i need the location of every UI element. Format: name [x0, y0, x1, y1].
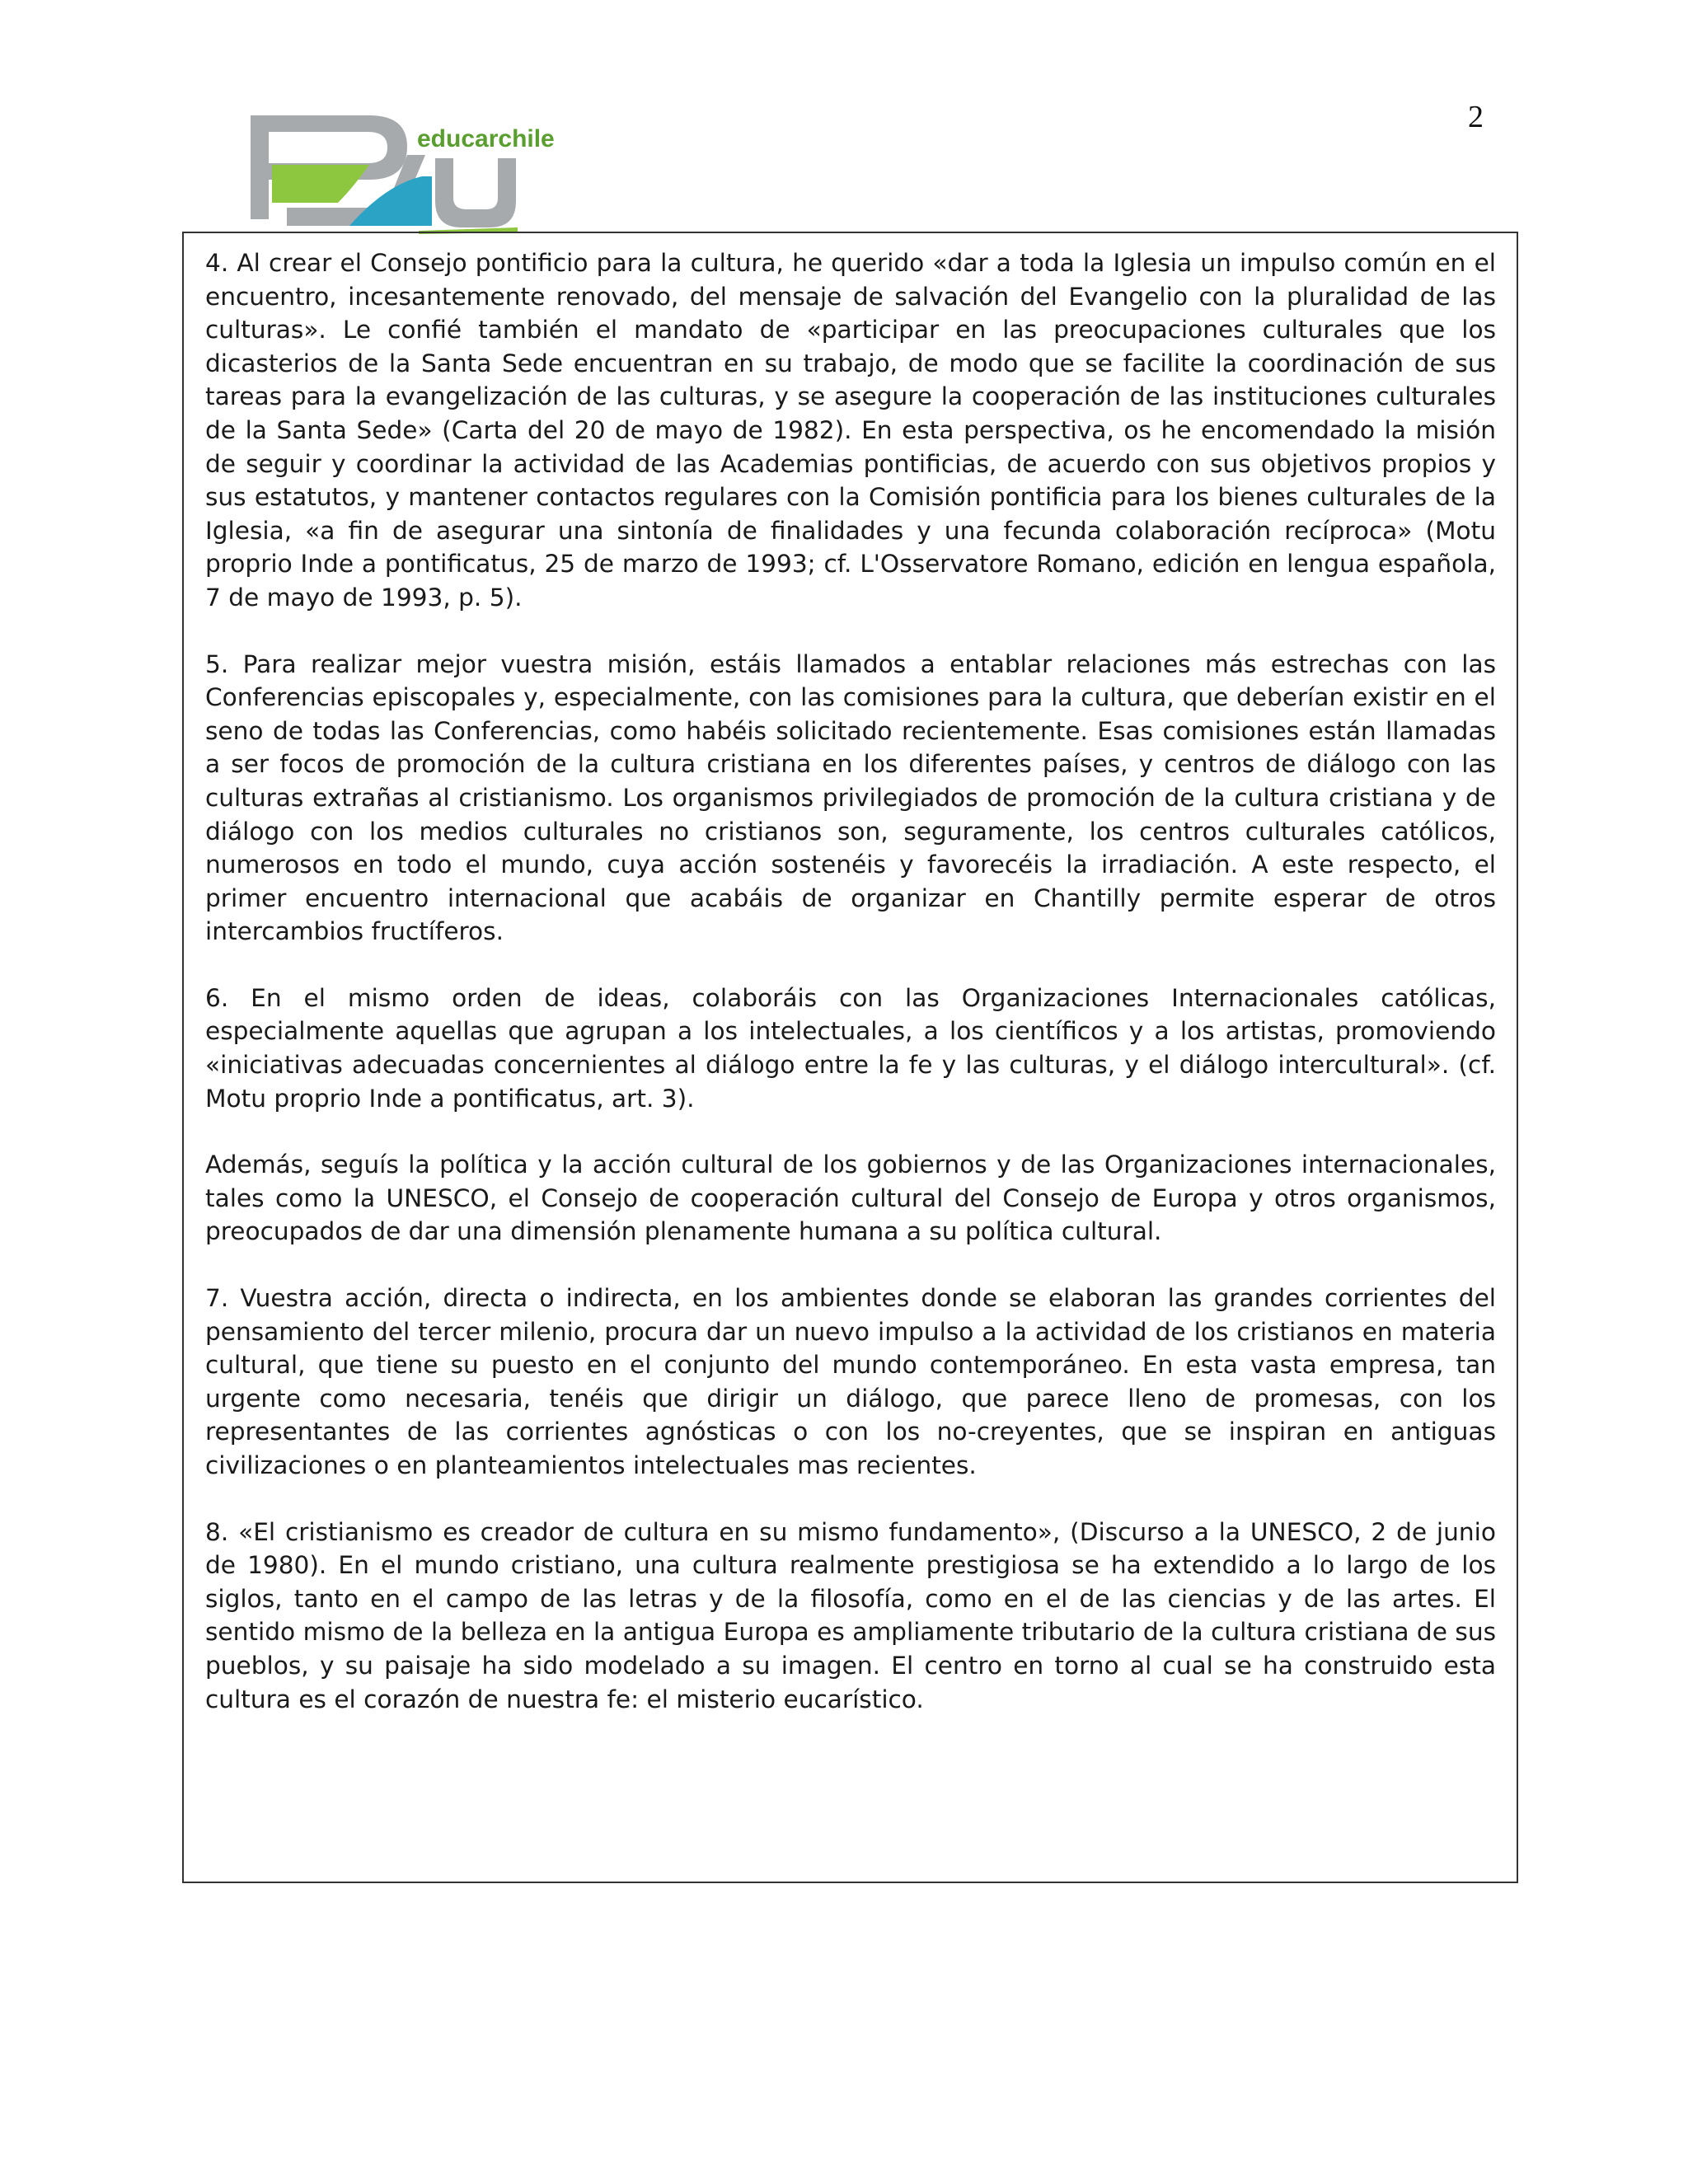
paragraph-5: 5. Para realizar mejor vuestra misión, estáis llamados a entablar relaciones más estrechas con las Conferencias episcopales y, especialmente, con las comisiones para la cultura, que deberían existir en el seno de todas las Conferencias, como habéis solicitado recientemente. Esas comisiones están llamadas a ser focos de promoción de la cultura cristiana en los diferentes países, y centros de diálogo con las culturas extrañas al cristianismo. Los organismos privilegiados de promoción de la cultura cristiana y de diálogo con los medios culturales no cristianos son, seguramente, los centros culturales católicos, numerosos en todo el mundo, cuya acción sostenéis y favorecéis la irradiación. A este respecto, el primer encuentro internacional que acabáis de organizar en Chantilly permite esperar de otros intercambios fructíferos.	[205, 649, 1496, 946]
logo-brand-text: educarchile	[417, 125, 555, 152]
logo-green-block	[272, 165, 369, 203]
paragraph-4: 4. Al crear el Consejo pontificio para la cultura, he querido «dar a toda la Iglesia un impulso común en el encuentro, incesantemente renovado, del mensaje de salvación del Evangelio con la pluralidad de las culturas». Le confié también el mandato de «participar en las preocupaciones culturales que los dicasterios de la Santa Sede encuentran en su trabajo, de modo que se facilite la coordinación de sus tareas para la evangelización de las culturas, y se asegure la cooperación de las instituciones culturales de la Santa Sede» (Carta del 20 de mayo de 1982). En esta perspectiva, os he encomendado la misión de seguir y coordinar la actividad de las Academias pontificias, de acuerdo con sus objetivos propios y sus estatutos, y mantener contactos regulares con la Comisión pontificia para los bienes culturales de la Iglesia, «a fin de asegurar una sintonía de finalidades y una fecunda colaboración recíproca» (Motu proprio Inde a pontificatus, 25 de marzo de 1993; cf. L'Osservatore Romano, edición en lengua española, 7 de mayo de 1993, p. 5).	[205, 249, 1496, 612]
page-number: 2	[1468, 100, 1484, 134]
paragraph-8: 8. «El cristianismo es creador de cultura en su mismo fundamento», (Discurso a la UNESCO, 2 de junio de 1980). En el mundo cristiano, una cultura realmente prestigiosa se ha extendido a lo largo de los siglos, tanto en el campo de las letras y de la filosofía, como en el de las ciencias y de las artes. El sentido mismo de la belleza en la antigua Europa es ampliamente tributario de la cultura cristiana de sus pueblos, y su paisaje ha sido modelado a su imagen. El centro en torno al cual se ha construido esta cultura es el corazón de nuestra fe: el misterio eucarístico.	[205, 1517, 1496, 1713]
educarchile-psu-logo	[246, 105, 555, 237]
paragraph-7: 7. Vuestra acción, directa o indirecta, en los ambientes donde se elaboran las grandes corrientes del pensamiento del tercer milenio, procura dar un nuevo impulso a la actividad de los cristianos en materia cultural, que tiene su puesto en el conjunto del mundo contemporáneo. En esta vasta empresa, tan urgente como necesaria, tenéis que dirigir un diálogo, que parece lleno de promesas, con los representantes de las corrientes agnósticas o con los no-creyentes, que se inspiran en antiguas civilizaciones o en planteamientos intelectuales mas recientes.	[205, 1284, 1496, 1479]
document-text-box	[182, 232, 1518, 1883]
logo-letter-u	[435, 158, 516, 227]
paragraph-6: 6. En el mismo orden de ideas, colaboráis con las Organizaciones Internacionales católicas, especialmente aquellas que agrupan a los intelectuales, a los científicos y a los artistas, promoviendo «iniciativas adecuadas concernientes al diálogo entre la fe y las culturas, y el diálogo intercultural». (cf. Motu proprio Inde a pontificatus, art. 3).	[205, 983, 1496, 1113]
paragraph-ademas: Además, seguís la política y la acción cultural de los gobiernos y de las Organizaciones internacionales, tales como la UNESCO, el Consejo de cooperación cultural del Consejo de Europa y otros organismos, preocupados de dar una dimensión plenamente humana a su política cultural.	[205, 1151, 1496, 1246]
logo-teal-wave	[349, 176, 432, 226]
